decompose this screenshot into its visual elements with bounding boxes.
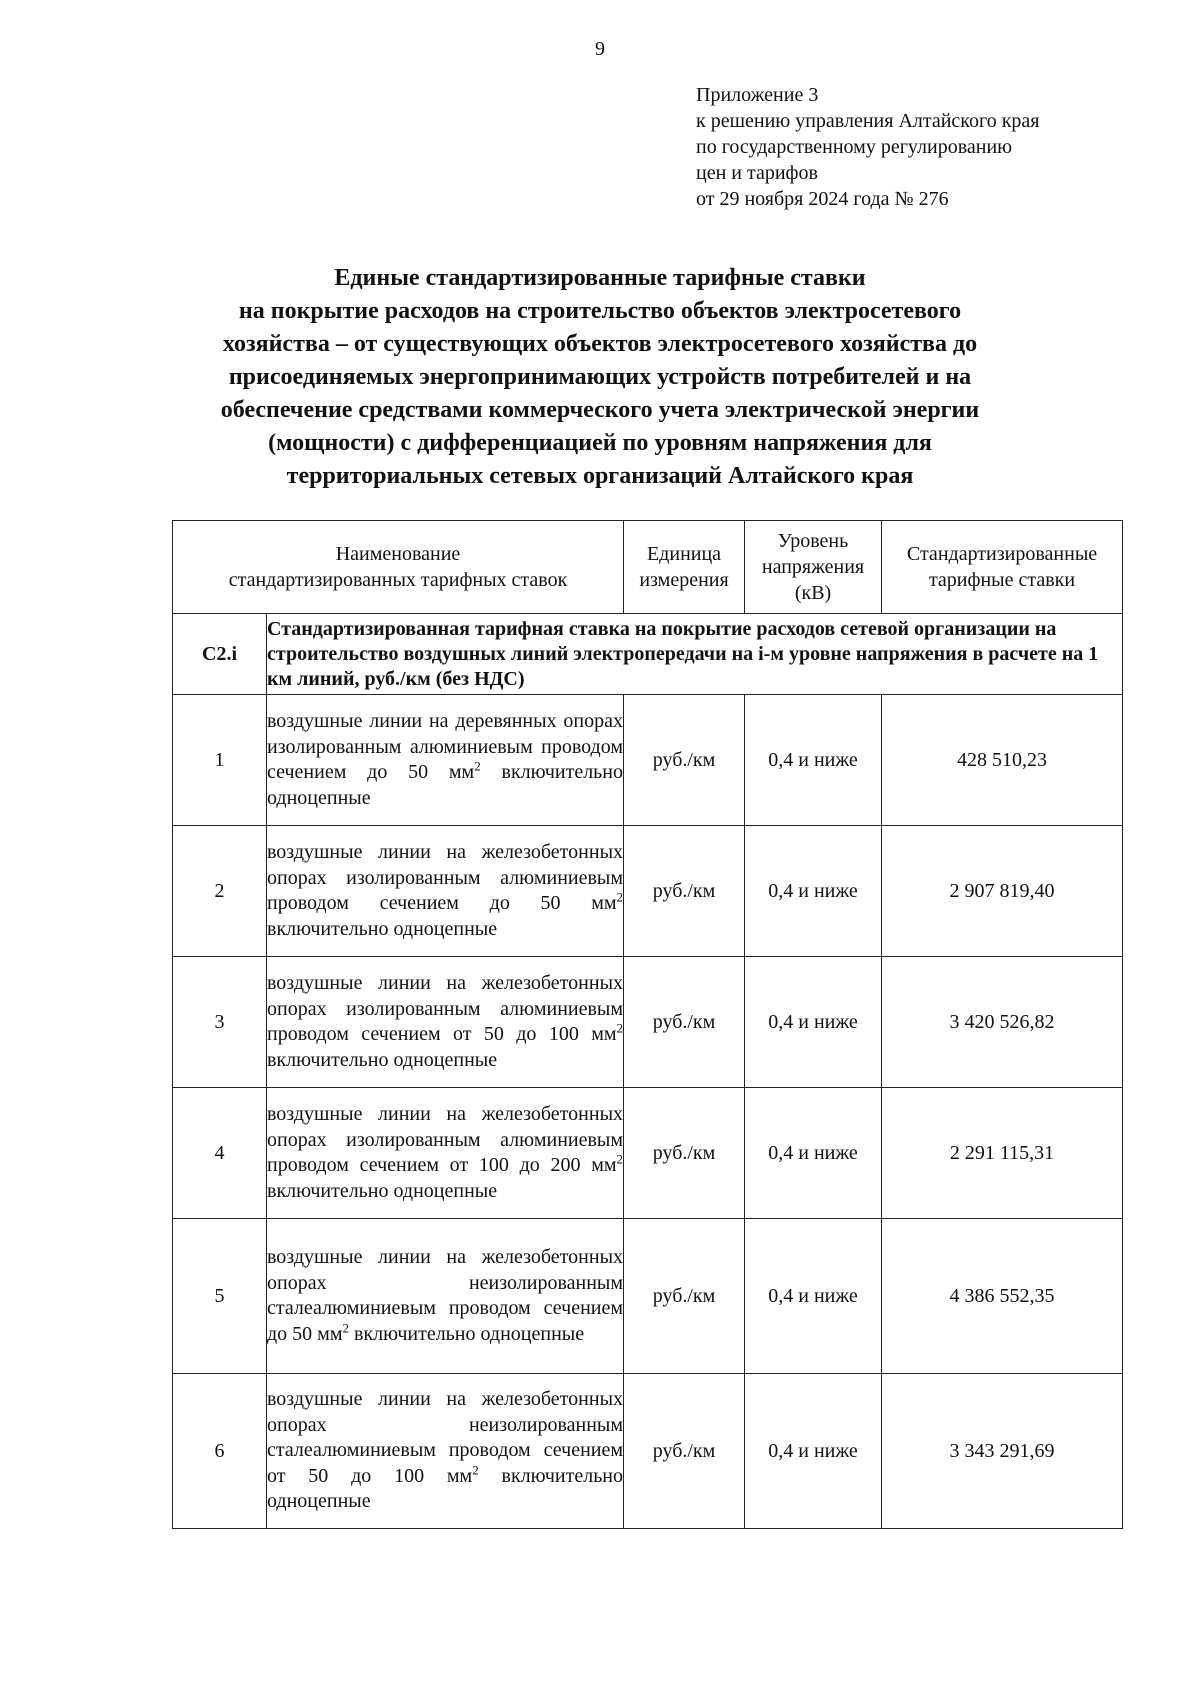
row-voltage: 0,4 и ниже <box>745 1219 882 1374</box>
table-row <box>173 1219 1123 1374</box>
row-name-sup: 2 <box>616 1020 624 1036</box>
header-unit-line1: Единица <box>646 543 722 565</box>
table-row <box>173 695 1123 826</box>
section-code: С2.i <box>173 614 267 695</box>
tariff-table <box>172 520 1123 1529</box>
table-row <box>173 826 1123 957</box>
header-name <box>173 521 624 614</box>
appendix-block <box>696 82 1040 212</box>
row-name <box>267 1374 624 1529</box>
header-voltage-line3: (кВ) <box>794 582 832 604</box>
row-number: 2 <box>173 826 267 957</box>
row-voltage: 0,4 и ниже <box>745 957 882 1088</box>
row-name-sup: 2 <box>616 889 624 905</box>
title-line: Единые стандартизированные тарифные ставки <box>334 265 866 291</box>
header-voltage-line1: Уровень <box>777 530 849 552</box>
row-voltage: 0,4 и ниже <box>745 826 882 957</box>
row-number: 5 <box>173 1219 267 1374</box>
header-rate-line1: Стандартизированные <box>906 543 1098 565</box>
row-unit: руб./км <box>624 695 745 826</box>
title-line: (мощности) с дифференциацией по уровням напряжения для <box>268 430 932 456</box>
header-voltage <box>745 521 882 614</box>
row-name-text-end: включительно одноцепные <box>267 761 624 809</box>
header-unit <box>624 521 745 614</box>
row-number: 4 <box>173 1088 267 1219</box>
row-unit: руб./км <box>624 1088 745 1219</box>
row-name-sup: 2 <box>342 1319 349 1335</box>
table-header-row <box>173 521 1123 614</box>
row-name-text: воздушные линии на железобетонных опорах неизолированным сталеалюминиевым проводом сечением до 50 мм <box>267 1246 624 1345</box>
row-name <box>267 1219 624 1374</box>
row-value: 3 420 526,82 <box>882 957 1123 1088</box>
row-number: 6 <box>173 1374 267 1529</box>
row-unit: руб./км <box>624 1374 745 1529</box>
row-name-text-end: включительно одноцепные <box>349 1322 585 1345</box>
appendix-line: по государственному регулированию <box>696 136 1013 158</box>
title-line: присоединяемых энергопринимающих устройств потребителей и на <box>228 364 972 390</box>
header-name-line1: Наименование <box>335 543 461 565</box>
row-value: 2 291 115,31 <box>882 1088 1123 1219</box>
row-unit: руб./км <box>624 826 745 957</box>
row-name <box>267 1088 624 1219</box>
row-value: 428 510,23 <box>882 695 1123 826</box>
row-value: 3 343 291,69 <box>882 1374 1123 1529</box>
row-name-text-end: включительно одноцепные <box>267 917 498 940</box>
row-unit: руб./км <box>624 957 745 1088</box>
title-line: территориальных сетевых организаций Алтайского края <box>286 463 914 489</box>
row-number: 3 <box>173 957 267 1088</box>
row-name-text-end: включительно одноцепные <box>267 1179 498 1202</box>
row-voltage: 0,4 и ниже <box>745 1088 882 1219</box>
row-name-text-end: включительно одноцепные <box>267 1048 498 1071</box>
row-name-text: воздушные линии на железобетонных опорах изолированным алюминиевым проводом сечением от 100 до 200 мм <box>267 1103 624 1176</box>
appendix-line: к решению управления Алтайского края <box>696 110 1040 132</box>
header-rate-line2: тарифные ставки <box>928 569 1076 591</box>
appendix-line: от 29 ноября 2024 года № 276 <box>696 188 949 210</box>
row-name <box>267 826 624 957</box>
appendix-line: Приложение 3 <box>696 84 819 106</box>
appendix-line: цен и тарифов <box>696 162 818 184</box>
row-number: 1 <box>173 695 267 826</box>
document-title <box>150 262 1050 493</box>
row-name-sup: 2 <box>616 1151 624 1167</box>
header-unit-line2: измерения <box>639 569 729 591</box>
title-line: хозяйства – от существующих объектов электросетевого хозяйства до <box>222 331 978 357</box>
row-name-text: воздушные линии на железобетонных опорах изолированным алюминиевым проводом сечением до 50 мм <box>267 841 624 914</box>
row-value: 2 907 819,40 <box>882 826 1123 957</box>
table-row <box>173 957 1123 1088</box>
row-name-sup: 2 <box>472 1462 479 1478</box>
table-row <box>173 1374 1123 1529</box>
section-title: Стандартизированная тарифная ставка на покрытие расходов сетевой организации на строительство воздушных линий электропередачи на i-м уровне напряжения в расчете на 1 км линий, руб./км (без НДС) <box>267 614 1123 695</box>
table-row <box>173 1088 1123 1219</box>
header-rate <box>882 521 1123 614</box>
page-number: 9 <box>595 38 605 60</box>
row-name <box>267 695 624 826</box>
title-line: обеспечение средствами коммерческого учета электрической энергии <box>220 397 980 423</box>
header-name-line2: стандартизированных тарифных ставок <box>228 569 568 591</box>
section-row <box>173 614 1123 695</box>
row-name <box>267 957 624 1088</box>
row-name-text: воздушные линии на железобетонных опорах неизолированным сталеалюминиевым проводом сечением от 50 до 100 мм <box>267 1388 624 1487</box>
row-voltage: 0,4 и ниже <box>745 695 882 826</box>
row-name-text-end: включительно одноцепные <box>267 1464 624 1513</box>
row-unit: руб./км <box>624 1219 745 1374</box>
row-name-sup: 2 <box>474 758 481 774</box>
row-value: 4 386 552,35 <box>882 1219 1123 1374</box>
title-line: на покрытие расходов на строительство объектов электросетевого <box>238 298 962 324</box>
row-name-text: воздушные линии на деревянных опорах изолированным алюминиевым проводом сечением до 50 мм <box>267 710 624 783</box>
row-voltage: 0,4 и ниже <box>745 1374 882 1529</box>
row-name-text: воздушные линии на железобетонных опорах изолированным алюминиевым проводом сечением от 50 до 100 мм <box>267 972 624 1045</box>
header-voltage-line2: напряжения <box>761 556 865 578</box>
